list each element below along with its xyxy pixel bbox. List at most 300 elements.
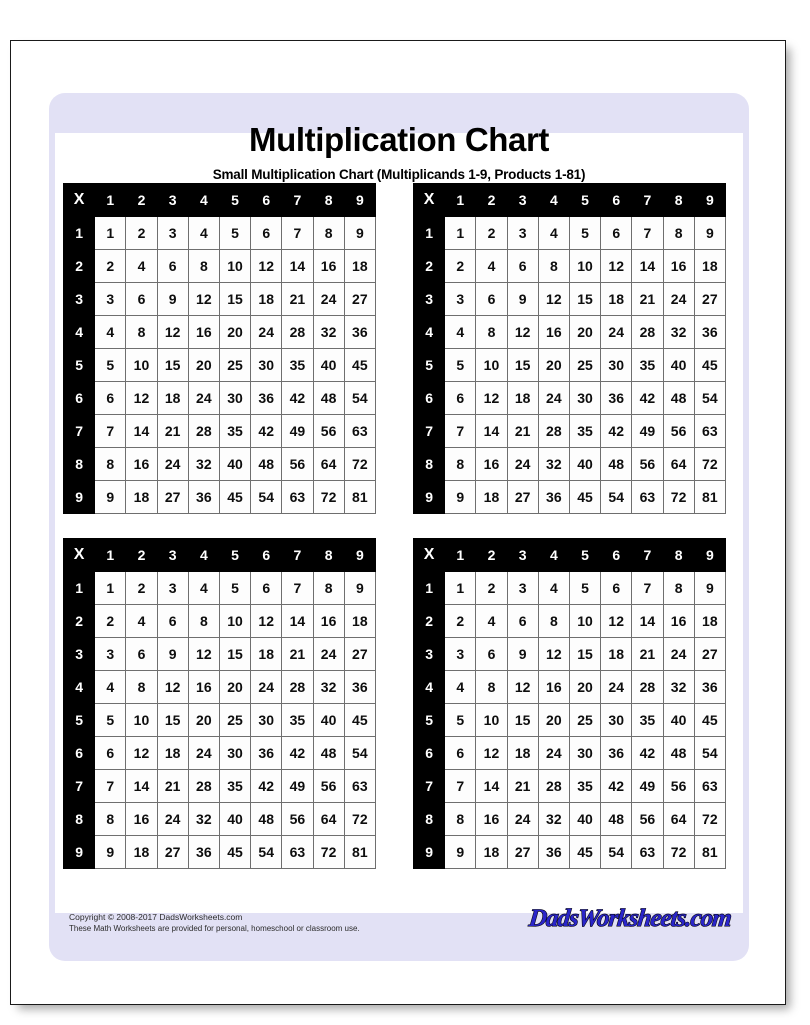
multiplication-table: [413, 183, 726, 514]
product-cell: 18: [157, 382, 188, 415]
product-cell: 30: [569, 737, 600, 770]
product-cell: 18: [507, 382, 538, 415]
product-cell: 28: [632, 671, 663, 704]
column-header-3: 3: [157, 184, 188, 217]
column-header-7: 7: [282, 539, 313, 572]
product-cell: 14: [632, 605, 663, 638]
copyright-block: [69, 911, 360, 935]
table-row: [414, 448, 726, 481]
product-cell: 15: [507, 704, 538, 737]
row-header-6: 6: [64, 382, 95, 415]
product-cell: 56: [313, 770, 344, 803]
product-cell: 18: [507, 737, 538, 770]
row-header-7: 7: [64, 415, 95, 448]
product-cell: 30: [601, 349, 632, 382]
product-cell: 35: [219, 415, 250, 448]
product-cell: 28: [538, 770, 569, 803]
product-cell: 18: [251, 283, 282, 316]
product-cell: 12: [601, 250, 632, 283]
product-cell: 20: [538, 704, 569, 737]
product-cell: 12: [126, 382, 157, 415]
product-cell: 3: [507, 572, 538, 605]
product-cell: 8: [663, 572, 694, 605]
product-cell: 48: [251, 448, 282, 481]
product-cell: 28: [632, 316, 663, 349]
product-cell: 27: [507, 836, 538, 869]
product-cell: 8: [445, 803, 476, 836]
product-cell: 40: [569, 448, 600, 481]
multiplication-table-bottom-left: [63, 538, 376, 869]
product-cell: 8: [663, 217, 694, 250]
product-cell: 8: [126, 316, 157, 349]
product-cell: 6: [476, 283, 507, 316]
product-cell: 36: [344, 671, 375, 704]
product-cell: 48: [313, 737, 344, 770]
table-row: [414, 481, 726, 514]
product-cell: 25: [569, 704, 600, 737]
product-cell: 27: [507, 481, 538, 514]
column-header-8: 8: [313, 184, 344, 217]
product-cell: 3: [95, 283, 126, 316]
product-cell: 30: [251, 704, 282, 737]
product-cell: 18: [126, 481, 157, 514]
product-cell: 49: [282, 770, 313, 803]
product-cell: 36: [601, 737, 632, 770]
row-header-8: 8: [414, 448, 445, 481]
product-cell: 40: [219, 803, 250, 836]
row-header-2: 2: [414, 250, 445, 283]
product-cell: 42: [282, 737, 313, 770]
product-cell: 28: [188, 415, 219, 448]
product-cell: 72: [344, 448, 375, 481]
product-cell: 3: [507, 217, 538, 250]
product-cell: 14: [476, 415, 507, 448]
product-cell: 48: [663, 382, 694, 415]
product-cell: 6: [476, 638, 507, 671]
product-cell: 24: [538, 737, 569, 770]
product-cell: 15: [569, 283, 600, 316]
product-cell: 5: [95, 704, 126, 737]
product-cell: 30: [219, 737, 250, 770]
product-cell: 64: [663, 803, 694, 836]
product-cell: 9: [507, 638, 538, 671]
product-cell: 28: [282, 316, 313, 349]
table-row: [64, 671, 376, 704]
product-cell: 45: [344, 704, 375, 737]
product-cell: 42: [632, 382, 663, 415]
product-cell: 27: [157, 481, 188, 514]
product-cell: 5: [445, 349, 476, 382]
product-cell: 4: [126, 250, 157, 283]
product-cell: 15: [507, 349, 538, 382]
product-cell: 63: [632, 836, 663, 869]
product-cell: 1: [445, 572, 476, 605]
table-row: [414, 605, 726, 638]
product-cell: 4: [188, 217, 219, 250]
multiplication-table-bottom-right: [413, 538, 726, 869]
product-cell: 24: [663, 638, 694, 671]
product-cell: 10: [569, 605, 600, 638]
row-header-8: 8: [414, 803, 445, 836]
table-row: [414, 737, 726, 770]
multiplication-table-top-right: [413, 183, 726, 514]
column-header-6: 6: [601, 184, 632, 217]
product-cell: 6: [157, 605, 188, 638]
column-header-1: 1: [95, 184, 126, 217]
column-header-6: 6: [601, 539, 632, 572]
product-cell: 7: [95, 415, 126, 448]
product-cell: 24: [507, 448, 538, 481]
product-cell: 8: [126, 671, 157, 704]
product-cell: 8: [313, 572, 344, 605]
table-row: [64, 415, 376, 448]
table-row: [414, 250, 726, 283]
product-cell: 2: [126, 572, 157, 605]
product-cell: 10: [569, 250, 600, 283]
table-row: [64, 638, 376, 671]
column-header-6: 6: [251, 184, 282, 217]
product-cell: 4: [445, 316, 476, 349]
row-header-4: 4: [64, 316, 95, 349]
product-cell: 24: [313, 638, 344, 671]
product-cell: 42: [601, 415, 632, 448]
column-header-4: 4: [188, 184, 219, 217]
product-cell: 24: [507, 803, 538, 836]
column-header-3: 3: [507, 184, 538, 217]
multiplication-table: [413, 538, 726, 869]
product-cell: 72: [663, 481, 694, 514]
row-header-5: 5: [414, 349, 445, 382]
product-cell: 8: [538, 605, 569, 638]
product-cell: 35: [569, 770, 600, 803]
product-cell: 12: [476, 382, 507, 415]
product-cell: 12: [188, 283, 219, 316]
page-subtitle: Small Multiplication Chart (Multiplicands 1-9, Products 1-81): [212, 166, 586, 182]
product-cell: 2: [476, 572, 507, 605]
product-cell: 3: [157, 572, 188, 605]
product-cell: 15: [219, 283, 250, 316]
product-cell: 18: [126, 836, 157, 869]
product-cell: 18: [476, 836, 507, 869]
product-cell: 21: [157, 415, 188, 448]
multiplication-table-top-left: [63, 183, 376, 514]
product-cell: 12: [538, 283, 569, 316]
column-header-5: 5: [219, 184, 250, 217]
product-cell: 18: [251, 638, 282, 671]
product-cell: 6: [445, 382, 476, 415]
product-cell: 8: [95, 448, 126, 481]
product-cell: 16: [476, 803, 507, 836]
row-header-2: 2: [414, 605, 445, 638]
product-cell: 36: [694, 316, 725, 349]
product-cell: 10: [126, 704, 157, 737]
product-cell: 81: [694, 836, 725, 869]
product-cell: 56: [632, 803, 663, 836]
product-cell: 24: [157, 448, 188, 481]
worksheet-panel-inner: [55, 99, 743, 955]
product-cell: 15: [219, 638, 250, 671]
row-header-4: 4: [414, 316, 445, 349]
product-cell: 15: [157, 704, 188, 737]
product-cell: 12: [251, 605, 282, 638]
row-header-9: 9: [64, 836, 95, 869]
table-row: [414, 349, 726, 382]
product-cell: 2: [95, 250, 126, 283]
row-header-9: 9: [64, 481, 95, 514]
product-cell: 7: [445, 770, 476, 803]
product-cell: 35: [282, 349, 313, 382]
row-header-1: 1: [414, 217, 445, 250]
product-cell: 6: [507, 250, 538, 283]
product-cell: 5: [445, 704, 476, 737]
product-cell: 24: [157, 803, 188, 836]
product-cell: 81: [694, 481, 725, 514]
column-header-4: 4: [538, 539, 569, 572]
product-cell: 56: [282, 803, 313, 836]
table-row: [64, 250, 376, 283]
product-cell: 35: [282, 704, 313, 737]
product-cell: 18: [694, 605, 725, 638]
product-cell: 1: [95, 572, 126, 605]
product-cell: 8: [313, 217, 344, 250]
product-cell: 8: [95, 803, 126, 836]
product-cell: 49: [632, 415, 663, 448]
product-cell: 8: [188, 250, 219, 283]
table-row: [64, 770, 376, 803]
dadsworksheets-logo: DadsWorksheets.com: [527, 905, 733, 932]
product-cell: 7: [95, 770, 126, 803]
row-header-7: 7: [64, 770, 95, 803]
product-cell: 36: [188, 481, 219, 514]
product-cell: 36: [601, 382, 632, 415]
product-cell: 8: [445, 448, 476, 481]
table-row: [64, 448, 376, 481]
product-cell: 72: [313, 836, 344, 869]
product-cell: 2: [476, 217, 507, 250]
product-cell: 6: [601, 572, 632, 605]
product-cell: 16: [313, 605, 344, 638]
product-cell: 1: [95, 217, 126, 250]
table-row: [414, 316, 726, 349]
product-cell: 6: [507, 605, 538, 638]
product-cell: 45: [694, 349, 725, 382]
product-cell: 35: [632, 349, 663, 382]
product-cell: 42: [601, 770, 632, 803]
product-cell: 48: [251, 803, 282, 836]
product-cell: 7: [632, 572, 663, 605]
product-cell: 14: [282, 250, 313, 283]
product-cell: 40: [313, 349, 344, 382]
product-cell: 16: [313, 250, 344, 283]
row-header-8: 8: [64, 448, 95, 481]
product-cell: 30: [251, 349, 282, 382]
product-cell: 9: [445, 836, 476, 869]
product-cell: 27: [694, 283, 725, 316]
product-cell: 10: [219, 605, 250, 638]
row-header-6: 6: [414, 737, 445, 770]
product-cell: 14: [126, 770, 157, 803]
product-cell: 6: [126, 638, 157, 671]
table-row: [64, 803, 376, 836]
row-header-1: 1: [64, 217, 95, 250]
column-header-7: 7: [632, 539, 663, 572]
row-header-1: 1: [64, 572, 95, 605]
product-cell: 45: [219, 481, 250, 514]
product-cell: 48: [601, 803, 632, 836]
product-cell: 28: [188, 770, 219, 803]
product-cell: 24: [313, 283, 344, 316]
table-row: [64, 836, 376, 869]
product-cell: 7: [632, 217, 663, 250]
table-corner-label: X: [64, 184, 95, 217]
product-cell: 21: [157, 770, 188, 803]
product-cell: 14: [476, 770, 507, 803]
product-cell: 3: [445, 283, 476, 316]
column-header-3: 3: [507, 539, 538, 572]
table-row: [64, 349, 376, 382]
column-header-7: 7: [632, 184, 663, 217]
product-cell: 20: [188, 349, 219, 382]
row-header-9: 9: [414, 836, 445, 869]
product-cell: 21: [632, 638, 663, 671]
row-header-4: 4: [64, 671, 95, 704]
product-cell: 12: [126, 737, 157, 770]
multiplication-charts-grid: [59, 183, 743, 863]
table-corner-label: X: [414, 539, 445, 572]
product-cell: 32: [538, 803, 569, 836]
product-cell: 49: [282, 415, 313, 448]
product-cell: 24: [188, 382, 219, 415]
product-cell: 63: [632, 481, 663, 514]
row-header-3: 3: [64, 638, 95, 671]
product-cell: 4: [126, 605, 157, 638]
product-cell: 72: [344, 803, 375, 836]
product-cell: 10: [476, 704, 507, 737]
table-row: [414, 671, 726, 704]
row-header-3: 3: [414, 283, 445, 316]
table-row: [64, 704, 376, 737]
product-cell: 56: [282, 448, 313, 481]
column-header-9: 9: [344, 184, 375, 217]
column-header-4: 4: [188, 539, 219, 572]
product-cell: 21: [632, 283, 663, 316]
column-header-7: 7: [282, 184, 313, 217]
row-header-3: 3: [64, 283, 95, 316]
row-header-3: 3: [414, 638, 445, 671]
product-cell: 16: [476, 448, 507, 481]
multiplication-table: [63, 538, 376, 869]
product-cell: 54: [251, 481, 282, 514]
product-cell: 18: [601, 638, 632, 671]
product-cell: 6: [95, 382, 126, 415]
product-cell: 5: [95, 349, 126, 382]
row-header-8: 8: [64, 803, 95, 836]
product-cell: 9: [157, 638, 188, 671]
product-cell: 12: [476, 737, 507, 770]
product-cell: 9: [95, 836, 126, 869]
product-cell: 42: [632, 737, 663, 770]
table-row: [414, 217, 726, 250]
column-header-2: 2: [476, 184, 507, 217]
product-cell: 56: [313, 415, 344, 448]
product-cell: 14: [282, 605, 313, 638]
product-cell: 56: [632, 448, 663, 481]
product-cell: 27: [157, 836, 188, 869]
product-cell: 6: [445, 737, 476, 770]
product-cell: 40: [663, 349, 694, 382]
product-cell: 64: [313, 448, 344, 481]
column-header-6: 6: [251, 539, 282, 572]
product-cell: 4: [445, 671, 476, 704]
product-cell: 72: [313, 481, 344, 514]
table-header-row: [64, 539, 376, 572]
product-cell: 16: [188, 671, 219, 704]
product-cell: 21: [282, 638, 313, 671]
product-cell: 18: [476, 481, 507, 514]
product-cell: 14: [126, 415, 157, 448]
product-cell: 16: [126, 803, 157, 836]
product-cell: 81: [344, 481, 375, 514]
product-cell: 24: [251, 671, 282, 704]
column-header-1: 1: [95, 539, 126, 572]
product-cell: 36: [344, 316, 375, 349]
product-cell: 54: [601, 481, 632, 514]
product-cell: 12: [507, 316, 538, 349]
table-header-row: [414, 184, 726, 217]
product-cell: 25: [219, 349, 250, 382]
product-cell: 4: [188, 572, 219, 605]
product-cell: 40: [219, 448, 250, 481]
table-row: [414, 803, 726, 836]
product-cell: 16: [188, 316, 219, 349]
product-cell: 42: [251, 770, 282, 803]
product-cell: 35: [219, 770, 250, 803]
product-cell: 36: [694, 671, 725, 704]
product-cell: 54: [251, 836, 282, 869]
product-cell: 45: [569, 836, 600, 869]
product-cell: 81: [344, 836, 375, 869]
product-cell: 2: [126, 217, 157, 250]
product-cell: 14: [632, 250, 663, 283]
product-cell: 54: [344, 737, 375, 770]
product-cell: 24: [601, 671, 632, 704]
product-cell: 12: [157, 316, 188, 349]
product-cell: 6: [251, 217, 282, 250]
product-cell: 30: [601, 704, 632, 737]
product-cell: 21: [282, 283, 313, 316]
product-cell: 27: [344, 283, 375, 316]
product-cell: 4: [538, 217, 569, 250]
product-cell: 63: [694, 415, 725, 448]
product-cell: 2: [95, 605, 126, 638]
product-cell: 30: [569, 382, 600, 415]
product-cell: 16: [538, 671, 569, 704]
product-cell: 28: [282, 671, 313, 704]
product-cell: 25: [569, 349, 600, 382]
row-header-9: 9: [414, 481, 445, 514]
product-cell: 21: [507, 415, 538, 448]
product-cell: 63: [282, 481, 313, 514]
product-cell: 56: [663, 770, 694, 803]
table-row: [64, 316, 376, 349]
product-cell: 4: [538, 572, 569, 605]
product-cell: 32: [313, 316, 344, 349]
product-cell: 9: [694, 217, 725, 250]
row-header-1: 1: [414, 572, 445, 605]
product-cell: 16: [126, 448, 157, 481]
product-cell: 8: [476, 316, 507, 349]
column-header-4: 4: [538, 184, 569, 217]
